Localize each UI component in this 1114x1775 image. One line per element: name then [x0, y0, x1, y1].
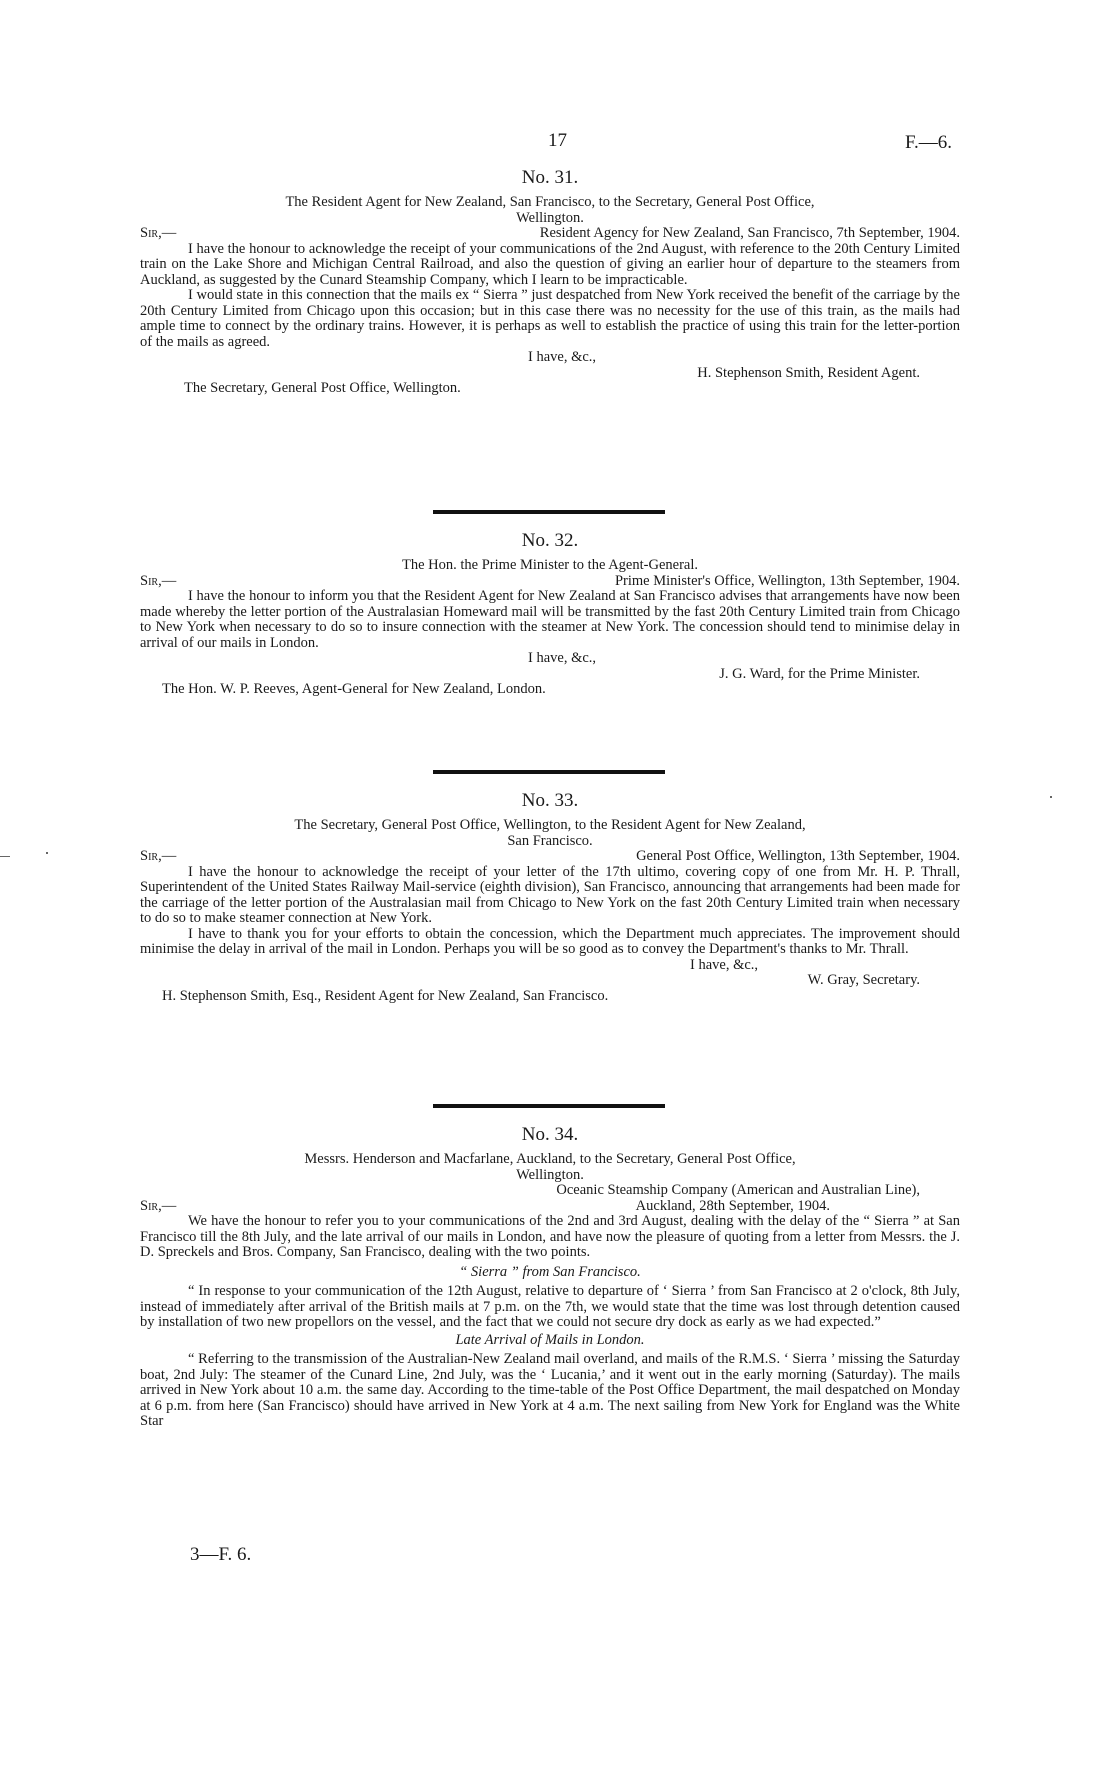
signature: H. Stephenson Smith, Resident Agent.: [697, 364, 920, 381]
letter-address: Prime Minister's Office, Wellington, 13th September, 1904.: [614, 573, 960, 589]
salutation: Sir,—: [140, 573, 177, 589]
letter-heading-cont: Wellington.: [516, 1166, 584, 1183]
section-rule: [433, 770, 665, 774]
letter-number: No. 31.: [521, 167, 579, 188]
letter-address: General Post Office, Wellington, 13th September, 1904.: [636, 849, 960, 864]
quoted-paragraph: “ In response to your communication of the 12th August, relative to departure of ‘ Sierra ’ from San Francisco at 2 o'clock, 8th July, instead of immediately after arrival of the British mails at 7 p.m. on the 7th, we would state that the time was lost through detention caused by installation of two new propellors on the vessel, and the fact that we could not secure dry dock as early as we had expected.”: [140, 1283, 960, 1330]
closing: I have, &c.,: [528, 349, 597, 365]
letter-address: Resident Agency for New Zealand, San Francisco, 7th September, 1904.: [539, 226, 960, 241]
letter-address-line: Oceanic Steamship Company (American and Australian Line),: [556, 1182, 920, 1198]
salutation: Sir,—: [140, 1198, 177, 1214]
scan-mark: [46, 852, 48, 854]
letter-heading-cont: Wellington.: [516, 209, 584, 226]
letter-32: [140, 528, 960, 698]
addressee: H. Stephenson Smith, Esq., Resident Agent for New Zealand, San Francisco.: [162, 987, 609, 1004]
closing: I have, &c.,: [690, 956, 759, 973]
letter-heading: The Hon. the Prime Minister to the Agent-General.: [402, 557, 698, 573]
scan-mark: [0, 856, 10, 857]
page-number: 17: [548, 130, 567, 151]
signature: W. Gray, Secretary.: [807, 972, 920, 988]
paragraph: I have the honour to acknowledge the receipt of your letter of the 17th ultimo, covering copy of one from Mr. H. P. Thrall, Superintendent of the United States Railway Mail-service (eighth division), San Francisco, announcing that arrangements had been made for the carriage of the letter portion of the Australasian mail from Chicago to New York on the fast 20th Century Limited train when necessary to do so to make steamer connection at New York.: [140, 863, 960, 926]
paragraph: I have to thank you for your efforts to obtain the concession, which the Department much appreciates. The improvement should minimise the delay in arrival of the mail in London. Perhaps you will be so good as to convey the Department's thanks to Mr. Thrall.: [140, 925, 960, 957]
letter-number: No. 34.: [521, 1124, 579, 1145]
addressee: The Hon. W. P. Reeves, Agent-General for New Zealand, London.: [162, 681, 546, 697]
salutation: Sir,—: [140, 849, 177, 864]
signature: J. G. Ward, for the Prime Minister.: [719, 665, 920, 682]
subheading: Late Arrival of Mails in London.: [455, 1331, 645, 1348]
paragraph: I would state in this connection that the mails ex “ Sierra ” just despatched from New York received the benefit of the carriage by the 20th Century Limited from Chicago upon this occasion; but in this case there was no necessity for the use of this train, as the mails had ample time to connect by the ordinary trains. However, it is perhaps as well to establish the practice of using this train for the letter-portion of the mails as agreed.: [140, 287, 960, 350]
section-rule: [433, 1104, 665, 1108]
paragraph: I have the honour to inform you that the Resident Agent for New Zealand at San Francisco advises that arrangements have now been made whereby the letter portion of the Australasian Homeward mail will be transmitted by the fast 20th Century Limited train from Chicago to New York when necessary to do so to insure connection with the steamer at New York. The concession should tend to minimise delay in arrival of our mails in London.: [140, 588, 960, 651]
salutation: Sir,—: [140, 226, 177, 241]
letter-number: No. 32.: [521, 530, 579, 551]
quoted-paragraph: “ Referring to the transmission of the Australian-New Zealand mail overland, and mails of the R.M.S. ‘ Sierra ’ missing the Saturday boat, 2nd July: The steamer of the Cunard Line, 2nd July, was the ‘ Lucania,’ and it went out in the early morning (Saturday). The mails arrived in New York about 10 a.m. the same day. According to the time-table of the Post Office Department, the mail despatched on Monday at 6 p.m. from here (San Francisco) should have arrived in New York at 4 a.m. The next sailing from New York for England was the White Star: [140, 1351, 960, 1429]
letter-heading-cont: San Francisco.: [507, 832, 593, 849]
letter-heading: The Resident Agent for New Zealand, San Francisco, to the Secretary, General Post Office,: [285, 194, 815, 210]
addressee: The Secretary, General Post Office, Wellington.: [184, 380, 461, 396]
subheading: “ Sierra ” from San Francisco.: [459, 1263, 641, 1280]
closing: I have, &c.,: [528, 650, 597, 666]
letter-33: [140, 788, 960, 1004]
section-rule: [433, 510, 665, 514]
letter-address: Auckland, 28th September, 1904.: [635, 1198, 830, 1214]
letter-heading: The Secretary, General Post Office, Wellington, to the Resident Agent for New Zealand,: [294, 817, 806, 833]
letter-heading: Messrs. Henderson and Macfarlane, Auckland, to the Secretary, General Post Office,: [304, 1151, 796, 1167]
paragraph: I have the honour to acknowledge the receipt of your communications of the 2nd August, with reference to the 20th Century Limited train on the Lake Shore and Michigan Central Railroad, and also the question of giving an earlier hour of departure to the steamers from Auckland, as suggested by the Cunard Steamship Company, which I learn to be impracticable.: [140, 240, 960, 288]
letter-31: [140, 165, 960, 397]
scan-mark: [1050, 796, 1052, 798]
paragraph: We have the honour to refer you to your communications of the 2nd and 3rd August, dealing with the delay of the “ Sierra ” at San Francisco till the 8th July, and the late arrival of our mails in London, and have now the pleasure of quoting from a letter from Messrs. the J. D. Spreckels and Bros. Company, San Francisco, dealing with the two points.: [140, 1213, 960, 1260]
letter-number: No. 33.: [521, 790, 579, 811]
letter-34: [140, 1122, 960, 1430]
signature-mark: 3—F. 6.: [190, 1544, 252, 1565]
document-code: F.—6.: [905, 132, 953, 153]
